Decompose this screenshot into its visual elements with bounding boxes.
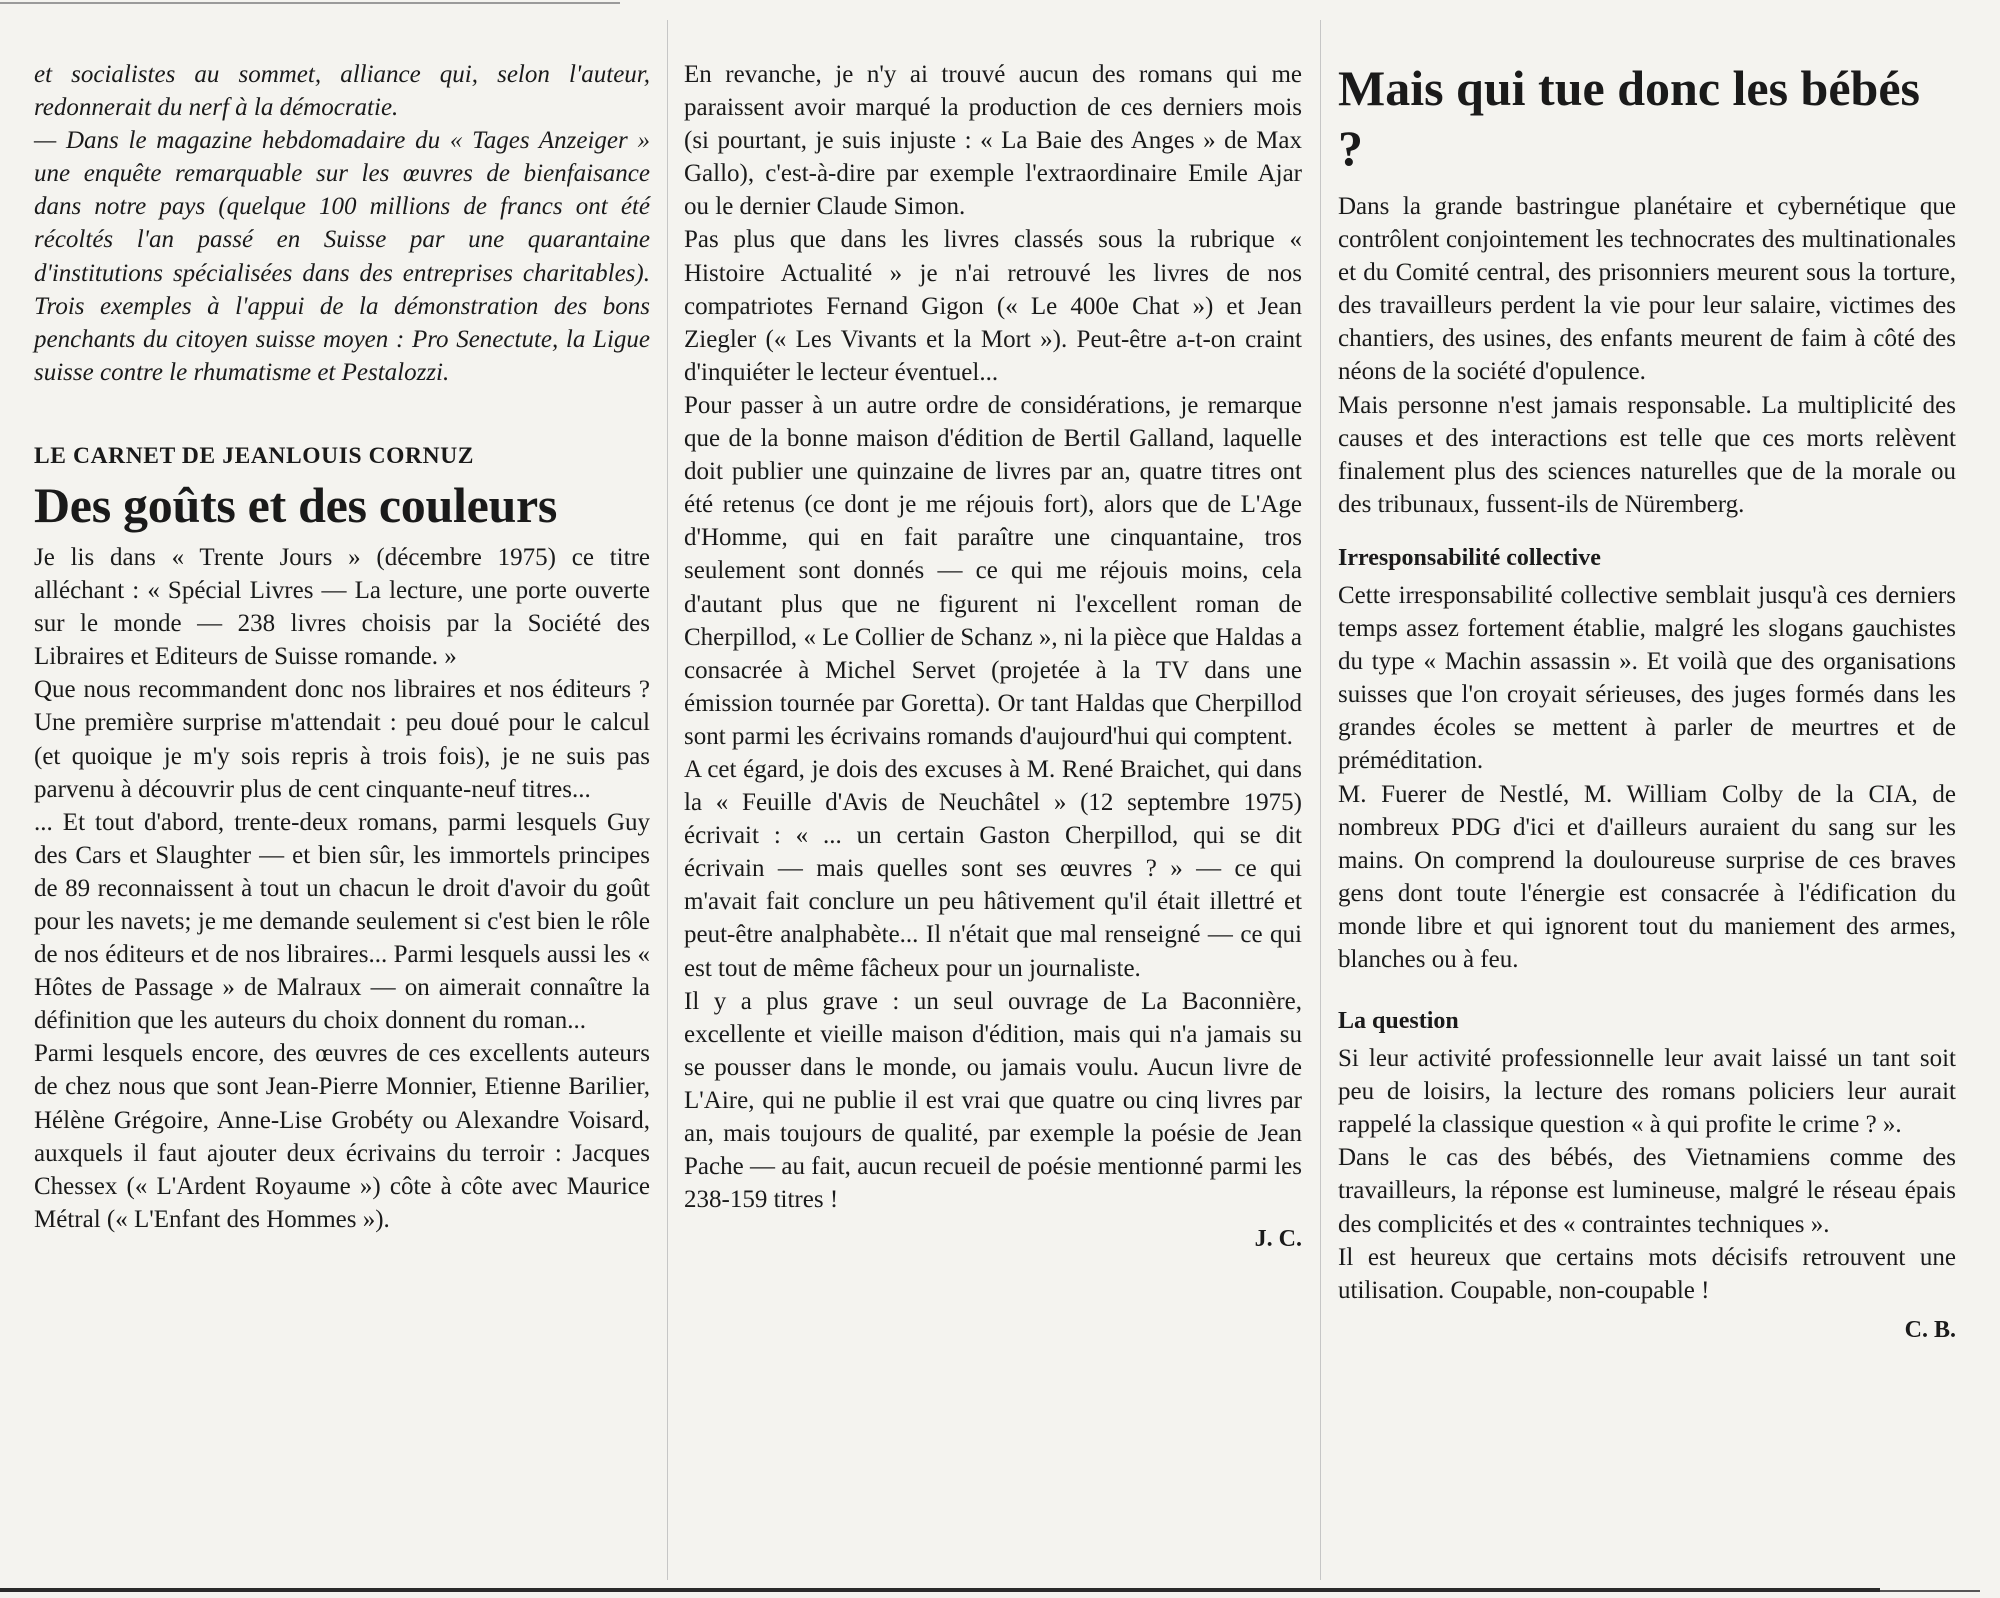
intro-paragraph: — Dans le magazine hebdomadaire du « Tages Anzeiger » une enquête remarquable sur les œuvres de bienfaisance dans notre pays (quelque 100 millions de francs ont été récoltés l'an passé en Suisse par une quarantaine d'institutions spécialisées dans des entreprises charitables). Trois exemples à l'appui de la démonstration des bons penchants du citoyen suisse moyen : Pro Senectute, la Ligue suisse contre le rhumatisme et Pestalozzi. <box>34 127 650 386</box>
bottom-rule-stub <box>1880 1590 1980 1592</box>
article-paragraph: Je lis dans « Trente Jours » (décembre 1975) ce titre alléchant : « Spécial Livres — La lecture, une porte ouverte sur le monde — 238 livres choisis par la Société des Libraires et Editeurs de Suisse romande. » <box>34 543 650 671</box>
article-paragraph: Il est heureux que certains mots décisifs retrouvent une utilisation. Coupable, non-coupable ! <box>1338 1243 1956 1304</box>
article-paragraph: Cette irresponsabilité collective semblait jusqu'à ces derniers temps assez fortement établie, malgré les slogans gauchistes du type « Machin assassin ». Et voilà que des organisations suisses que l'on croyait sérieuses, des juges formés dans les grandes écoles se mettent à parler de meurtres et de préméditation. <box>1338 581 1956 775</box>
article-paragraph: Si leur activité professionnelle leur avait laissé un tant soit peu de loisirs, la lecture des romans policiers leur aurait rappelé la classique question « à qui profite le crime ? ». <box>1338 1045 1956 1139</box>
column-divider <box>667 20 668 1580</box>
article-paragraph: Parmi lesquels encore, des œuvres de ces excellents auteurs de chez nous que sont Jean-Pierre Monnier, Etienne Barilier, Hélène Grégoire, Anne-Lise Grobéty ou Alexandre Voisard, auxquels il faut ajouter deux écrivains du terroir : Jacques Chessex (« L'Ardent Royaume ») côte à côte avec Maurice Métral (« L'Enfant des Hommes »). <box>34 1040 650 1233</box>
column-left <box>34 58 650 1236</box>
article-title: Des goûts et des couleurs <box>34 476 558 533</box>
article-paragraph: ... Et tout d'abord, trente-deux romans, parmi lesquels Guy des Cars et Slaughter — et bien sûr, les immortels principes de 89 reconnaissent à tout un chacun le droit d'avoir du goût pour les navets; je me demande seulement si c'est bien le rôle de nos éditeurs et de nos libraires... Parmi lesquels aussi les « Hôtes de Passage » de Malraux — on aimerait connaître la définition que les auteurs du choix donnent du roman... <box>34 808 650 1035</box>
column-kicker: LE CARNET DE JEANLOUIS CORNUZ <box>34 442 475 469</box>
article-paragraph: Que nous recommandent donc nos libraires et nos éditeurs ? Une première surprise m'attendait : peu doué pour le calcul (et quoique je m'y sois repris à trois fois), je ne suis pas parvenu à découvrir plus de cent cinquante-neuf titres... <box>34 676 650 803</box>
article-paragraph: Mais personne n'est jamais responsable. La multiplicité des causes et des interactions est telle que ces morts relèvent finalement plus des sciences naturelles que de la morale ou des tribunaux, fussent-ils de Nüremberg. <box>1338 391 1956 518</box>
article-paragraph: Dans la grande bastringue planétaire et cybernétique que contrôlent conjointement les technocrates des multinationales et du Comité central, des prisonniers meurent sous la torture, des travailleurs perdent la vie pour leur salaire, victimes des chantiers, des usines, des enfants meurent de faim à côté des néons de la société d'opulence. <box>1338 193 1956 386</box>
intro-paragraph: et socialistes au sommet, alliance qui, selon l'auteur, redonnerait du nerf à la démocratie. <box>34 61 650 122</box>
article-paragraph: Dans le cas des bébés, des Vietnamiens comme des travailleurs, la réponse est lumineuse, malgré le réseau épais des complicités et des « contraintes techniques ». <box>1338 1144 1956 1238</box>
article-paragraph: Il y a plus grave : un seul ouvrage de La Baconnière, excellente et vieille maison d'édition, mais qui n'a jamais su se pousser dans le monde, ou jamais voulu. Aucun livre de L'Aire, qui ne publie il est vrai que quatre ou cinq livres par an, mais toujours de qualité, par exemple la poésie de Jean Pache — au fait, aucun recueil de poésie mentionné parmi les 238-159 titres ! <box>684 987 1302 1214</box>
article-paragraph: En revanche, je n'y ai trouvé aucun des romans qui me paraissent avoir marqué la production de ces derniers mois (si pourtant, je suis injuste : « La Baie des Anges » de Max Gallo), c'est-à-dire par exemple l'extraordinaire Emile Ajar ou le dernier Claude Simon. <box>684 61 1302 221</box>
author-signature: J. C. <box>1254 1226 1302 1253</box>
article-title: Mais qui tue donc les bébés ? <box>1338 60 1921 176</box>
article-paragraph: M. Fuerer de Nestlé, M. William Colby de la CIA, de nombreux PDG d'ici et d'ailleurs auraient du sang sur les mains. On comprend la douloureuse surprise de ces braves gens dont toute l'énergie est consacrée à l'édification du monde libre et qui ignorent tout du maniement des armes, blanches ou à feu. <box>1338 780 1956 973</box>
column-middle <box>684 58 1302 1254</box>
column-right <box>1338 58 1956 1345</box>
bottom-rule <box>0 1588 1880 1592</box>
article-paragraph: Pour passer à un autre ordre de considérations, je remarque que de la bonne maison d'édition de Bertil Galland, laquelle doit publier une quinzaine de livres par an, quatre titres ont été retenus (ce dont je me réjouis fort), alors que de L'Age d'Homme, qui en fait paraître une cinquantaine, tros seulement sont donnés — ce qui me réjouis moins, cela d'autant plus que ne figurent ni l'excellent roman de Cherpillod, « Le Collier de Schanz », ni la pièce que Haldas a consacrée à Michel Servet (projetée à la TV dans une émission tournée par Goretta). Or tant Haldas que Cherpillod sont parmi les écrivains romands d'aujourd'hui qui comptent. <box>684 391 1302 750</box>
section-heading: Irresponsabilité collective <box>1338 544 1601 571</box>
author-signature: C. B. <box>1904 1316 1956 1343</box>
top-rule <box>0 2 620 4</box>
article-paragraph: A cet égard, je dois des excuses à M. René Braichet, qui dans la « Feuille d'Avis de Neuchâtel » (12 septembre 1975) écrivait : « ... un certain Gaston Cherpillod, qui se dit écrivain — mais quelles sont ses œuvres ? » — ce qui m'avait fait conclure un peu hâtivement qu'il était illettré et peut-être analphabète... Il n'était que mal renseigné — ce qui est tout de même fâcheux pour un journaliste. <box>684 755 1302 982</box>
section-heading: La question <box>1338 1008 1459 1035</box>
article-paragraph: Pas plus que dans les livres classés sous la rubrique « Histoire Actualité » je n'ai retrouvé les livres de nos compatriotes Fernand Gigon (« Le 400e Chat ») et Jean Ziegler (« Les Vivants et la Mort »). Peut-être a-t-on craint d'inquiéter le lecteur éventuel... <box>684 226 1302 386</box>
column-divider <box>1320 20 1321 1580</box>
